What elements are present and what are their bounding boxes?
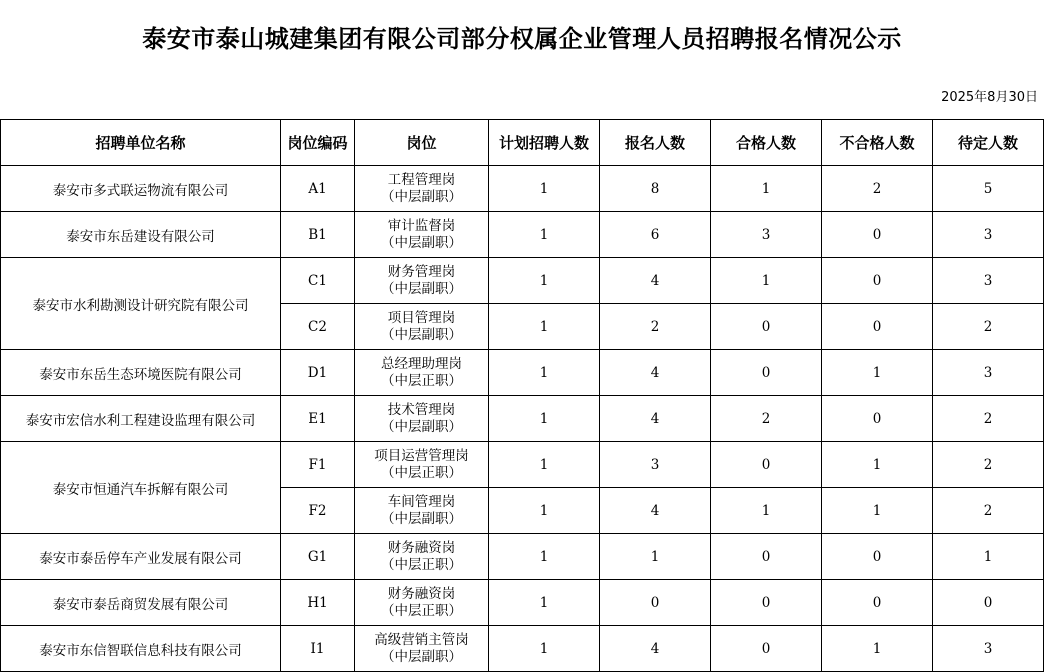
unqualified-count: 0 <box>822 212 933 258</box>
unit-name: 泰安市泰岳商贸发展有限公司 <box>1 580 281 626</box>
unit-name: 泰安市水利勘测设计研究院有限公司 <box>1 258 281 350</box>
unqualified-count: 1 <box>822 626 933 672</box>
position-code: G1 <box>281 534 355 580</box>
position-cell <box>355 304 489 350</box>
page-title: 泰安市泰山城建集团有限公司部分权属企业管理人员招聘报名情况公示 <box>142 25 902 53</box>
position-level: （中层副职） <box>381 418 462 435</box>
position-title: 审计监督岗 <box>387 217 456 234</box>
position-cell <box>355 442 489 488</box>
table-row <box>1 396 1044 442</box>
plan-count: 1 <box>489 212 600 258</box>
plan-count: 1 <box>489 626 600 672</box>
unqualified-count: 0 <box>822 258 933 304</box>
header-pending: 待定人数 <box>933 120 1044 166</box>
applied-count: 0 <box>600 580 711 626</box>
position-level: （中层副职） <box>381 280 462 297</box>
pending-count: 0 <box>933 580 1044 626</box>
unit-name: 泰安市东岳生态环境医院有限公司 <box>1 350 281 396</box>
position-code: I1 <box>281 626 355 672</box>
applied-count: 4 <box>600 626 711 672</box>
position-cell <box>355 534 489 580</box>
plan-count: 1 <box>489 350 600 396</box>
header-plan: 计划招聘人数 <box>489 120 600 166</box>
unqualified-count: 0 <box>822 304 933 350</box>
unit-name: 泰安市宏信水利工程建设监理有限公司 <box>1 396 281 442</box>
pending-count: 2 <box>933 396 1044 442</box>
pending-count: 5 <box>933 166 1044 212</box>
table-header-row <box>1 120 1044 166</box>
qualified-count: 1 <box>711 166 822 212</box>
unit-name: 泰安市多式联运物流有限公司 <box>1 166 281 212</box>
position-cell <box>355 626 489 672</box>
plan-count: 1 <box>489 534 600 580</box>
position-level: （中层副职） <box>381 510 462 527</box>
position-cell <box>355 258 489 304</box>
qualified-count: 3 <box>711 212 822 258</box>
position-title: 车间管理岗 <box>387 493 456 510</box>
header-qualified: 合格人数 <box>711 120 822 166</box>
publish-date: 2025年8月30日 <box>941 90 1038 105</box>
table-row <box>1 626 1044 672</box>
position-cell <box>355 580 489 626</box>
applied-count: 6 <box>600 212 711 258</box>
plan-count: 1 <box>489 442 600 488</box>
plan-count: 1 <box>489 488 600 534</box>
header-code: 岗位编码 <box>281 120 355 166</box>
pending-count: 2 <box>933 442 1044 488</box>
qualified-count: 0 <box>711 442 822 488</box>
position-level: （中层正职） <box>381 602 462 619</box>
position-code: F2 <box>281 488 355 534</box>
position-code: C1 <box>281 258 355 304</box>
applied-count: 4 <box>600 396 711 442</box>
position-title: 项目管理岗 <box>387 309 456 326</box>
position-title: 总经理助理岗 <box>381 355 462 372</box>
applied-count: 1 <box>600 534 711 580</box>
applied-count: 3 <box>600 442 711 488</box>
unqualified-count: 1 <box>822 350 933 396</box>
table-row <box>1 350 1044 396</box>
position-title: 工程管理岗 <box>387 171 456 188</box>
position-level: （中层副职） <box>381 234 462 251</box>
pending-count: 3 <box>933 212 1044 258</box>
position-cell <box>355 396 489 442</box>
applied-count: 4 <box>600 350 711 396</box>
pending-count: 2 <box>933 488 1044 534</box>
position-cell <box>355 488 489 534</box>
unqualified-count: 0 <box>822 534 933 580</box>
position-title: 项目运营管理岗 <box>374 447 469 464</box>
applied-count: 2 <box>600 304 711 350</box>
position-title: 技术管理岗 <box>387 401 456 418</box>
pending-count: 1 <box>933 534 1044 580</box>
plan-count: 1 <box>489 304 600 350</box>
position-code: C2 <box>281 304 355 350</box>
qualified-count: 0 <box>711 350 822 396</box>
applied-count: 8 <box>600 166 711 212</box>
unqualified-count: 1 <box>822 488 933 534</box>
position-code: H1 <box>281 580 355 626</box>
position-code: E1 <box>281 396 355 442</box>
unqualified-count: 0 <box>822 396 933 442</box>
header-unqualified: 不合格人数 <box>822 120 933 166</box>
unit-name: 泰安市泰岳停车产业发展有限公司 <box>1 534 281 580</box>
position-title: 高级营销主管岗 <box>374 631 469 648</box>
header-applied: 报名人数 <box>600 120 711 166</box>
unit-name: 泰安市东岳建设有限公司 <box>1 212 281 258</box>
position-level: （中层副职） <box>381 648 462 665</box>
pending-count: 3 <box>933 626 1044 672</box>
pending-count: 2 <box>933 304 1044 350</box>
table-row <box>1 534 1044 580</box>
qualified-count: 1 <box>711 258 822 304</box>
position-level: （中层副职） <box>381 188 462 205</box>
pending-count: 3 <box>933 350 1044 396</box>
qualified-count: 0 <box>711 580 822 626</box>
position-cell <box>355 212 489 258</box>
unit-name: 泰安市东信智联信息科技有限公司 <box>1 626 281 672</box>
position-level: （中层正职） <box>381 372 462 389</box>
position-title: 财务融资岗 <box>387 585 456 602</box>
unqualified-count: 2 <box>822 166 933 212</box>
header-position: 岗位 <box>355 120 489 166</box>
position-code: F1 <box>281 442 355 488</box>
position-code: D1 <box>281 350 355 396</box>
unit-name: 泰安市恒通汽车拆解有限公司 <box>1 442 281 534</box>
table-row <box>1 166 1044 212</box>
qualified-count: 2 <box>711 396 822 442</box>
qualified-count: 0 <box>711 304 822 350</box>
position-title: 财务融资岗 <box>387 539 456 556</box>
plan-count: 1 <box>489 396 600 442</box>
table-row <box>1 580 1044 626</box>
position-level: （中层正职） <box>381 556 462 573</box>
position-title: 财务管理岗 <box>387 263 456 280</box>
qualified-count: 1 <box>711 488 822 534</box>
position-code: B1 <box>281 212 355 258</box>
plan-count: 1 <box>489 258 600 304</box>
qualified-count: 0 <box>711 534 822 580</box>
position-level: （中层副职） <box>381 326 462 343</box>
recruitment-table <box>0 119 1044 672</box>
header-unit: 招聘单位名称 <box>1 120 281 166</box>
qualified-count: 0 <box>711 626 822 672</box>
applied-count: 4 <box>600 258 711 304</box>
table-row <box>1 212 1044 258</box>
position-cell <box>355 350 489 396</box>
position-cell <box>355 166 489 212</box>
unqualified-count: 1 <box>822 442 933 488</box>
unqualified-count: 0 <box>822 580 933 626</box>
position-code: A1 <box>281 166 355 212</box>
applied-count: 4 <box>600 488 711 534</box>
plan-count: 1 <box>489 580 600 626</box>
pending-count: 3 <box>933 258 1044 304</box>
table-row <box>1 258 1044 304</box>
plan-count: 1 <box>489 166 600 212</box>
position-level: （中层正职） <box>381 464 462 481</box>
table-row <box>1 442 1044 488</box>
